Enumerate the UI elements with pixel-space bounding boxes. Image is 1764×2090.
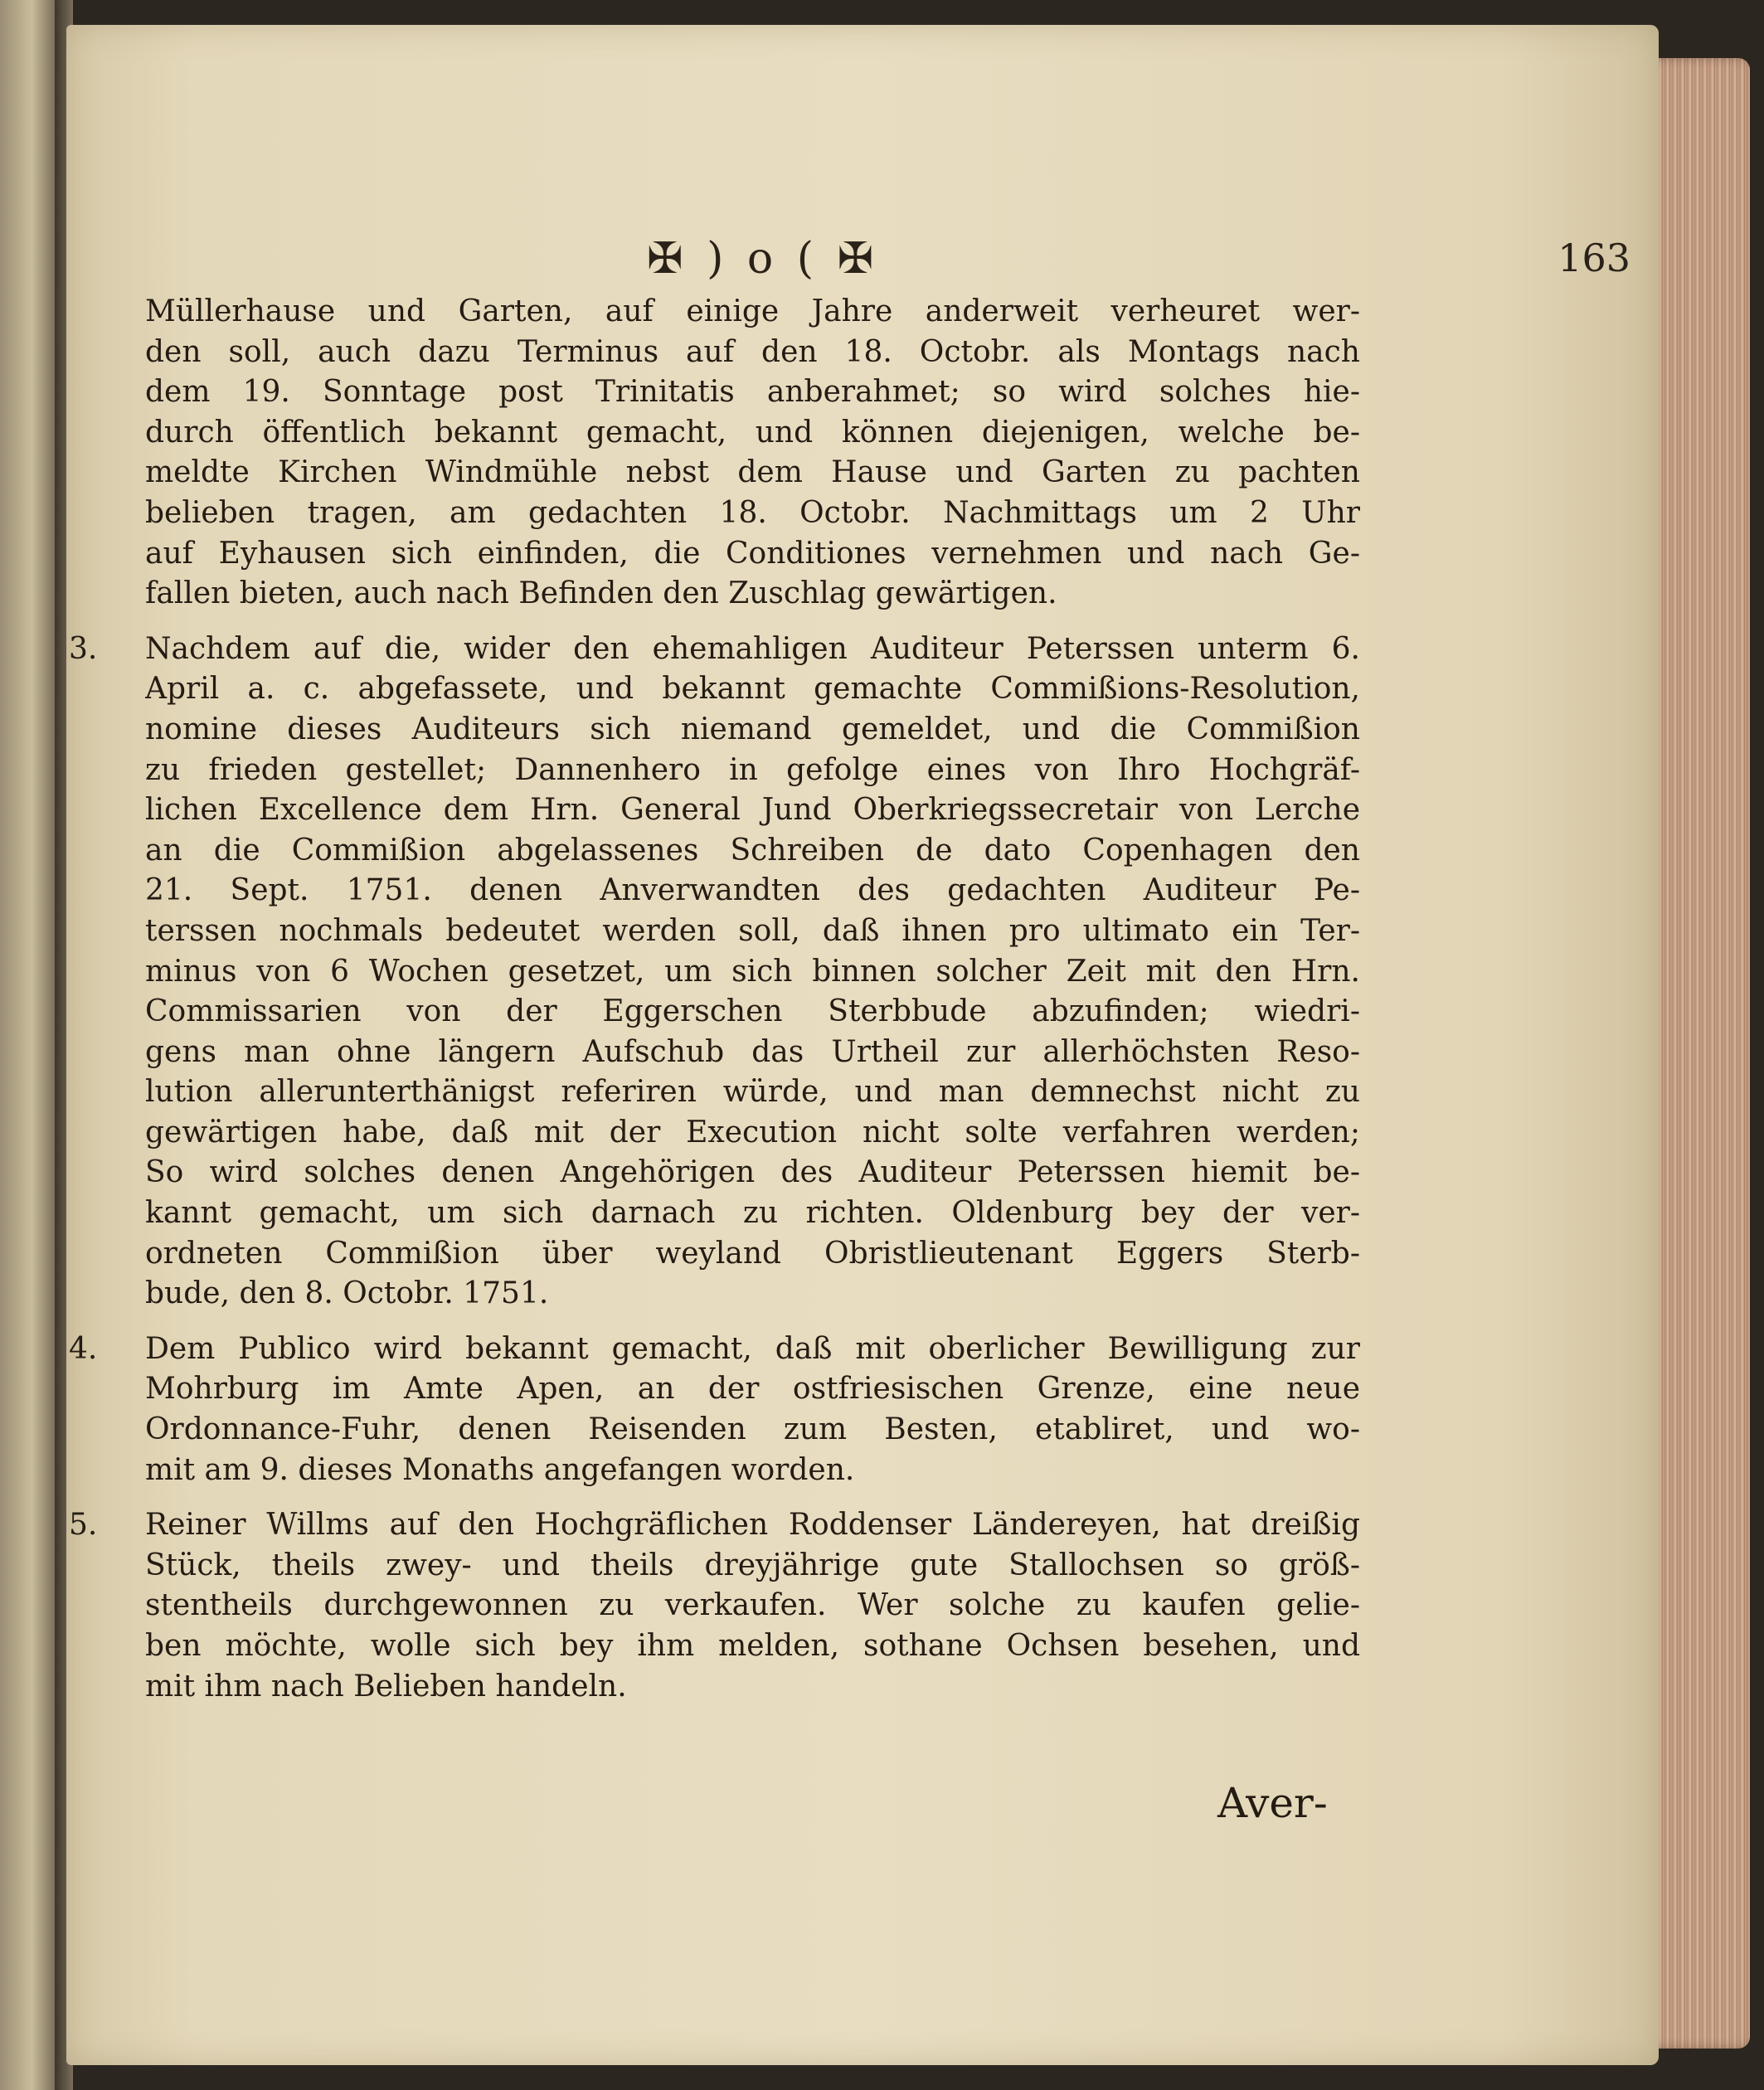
catchword: Aver-	[1217, 1779, 1328, 1827]
text-line: belieben tragen, am gedachten 18. Octobr. Nachmittags um 2 Uhr	[145, 495, 1360, 530]
page-number: 163	[1557, 236, 1630, 280]
paragraph	[69, 629, 1360, 1315]
text-line: Commissarien von der Eggerschen Sterbbude abzufinden; wiedri-	[145, 994, 1360, 1029]
text-line: mit ihm nach Belieben handeln.	[145, 1669, 627, 1704]
text-line: durch öffentlich bekannt gemacht, und können diejenigen, welche be-	[145, 415, 1360, 450]
text-line: ben möchte, wolle sich bey ihm melden, sothane Ochsen besehen, und	[145, 1629, 1360, 1663]
text-line: auf Eyhausen sich einfinden, die Conditiones vernehmen und nach Ge-	[145, 536, 1360, 571]
paragraph	[145, 292, 1360, 615]
paragraph-number: 4.	[69, 1331, 98, 1366]
text-line: Reiner Willms auf den Hochgräflichen Roddenser Ländereyen, hat dreißig	[145, 1508, 1360, 1543]
text-line: So wird solches denen Angehörigen des Auditeur Peterssen hiemit be-	[145, 1155, 1360, 1190]
text-line: dem 19. Sonntage post Trinitatis anberahmet; so wird solches hie-	[145, 375, 1360, 410]
text-line: kannt gemacht, um sich darnach zu richten. Oldenburg bey der ver-	[145, 1196, 1360, 1231]
text-line: Müllerhause und Garten, auf einige Jahre anderweit verheuret wer-	[145, 294, 1360, 328]
text-line: April a. c. abgefassete, und bekannt gemachte Commißions-Resolution,	[145, 672, 1360, 707]
text-line: Ordonnance-Fuhr, denen Reisenden zum Besten, etabliret, und wo-	[145, 1412, 1360, 1447]
text-line: nomine dieses Auditeurs sich niemand gemeldet, und die Commißion	[145, 712, 1360, 746]
header-ornament: ✠ ) o ( ✠	[647, 234, 879, 284]
text-line: Dem Publico wird bekannt gemacht, daß mit oberlicher Bewilligung zur	[145, 1331, 1360, 1366]
paragraph	[69, 1505, 1360, 1707]
text-line: zu frieden gestellet; Dannenhero in gefolge eines von Ihro Hochgräf-	[145, 752, 1360, 787]
text-line: an die Commißion abgelassenes Schreiben de dato Copenhagen den	[145, 833, 1360, 868]
text-line: lution allerunterthänigst referiren würde, und man demnechst nicht zu	[145, 1075, 1360, 1110]
paragraph-gap	[145, 1315, 1360, 1329]
text-line: terssen nochmals bedeutet werden soll, daß ihnen pro ultimato ein Ter-	[145, 913, 1360, 948]
text-line: mit am 9. dieses Monaths angefangen worden.	[145, 1452, 855, 1487]
text-line: lichen Excellence dem Hrn. General Jund Oberkriegssecretair von Lerche	[145, 793, 1360, 828]
text-line: gewärtigen habe, daß mit der Execution nicht solte verfahren werden;	[145, 1115, 1360, 1150]
paragraph-number: 3.	[69, 631, 98, 666]
page-text	[69, 292, 1360, 1707]
text-line: Stück, theils zwey- und theils dreyjährige gute Stallochsen so größ-	[145, 1548, 1360, 1582]
text-line: ordneten Commißion über weyland Obristlieutenant Eggers Sterb-	[145, 1236, 1360, 1271]
text-line: stentheils durchgewonnen zu verkaufen. Wer solche zu kaufen gelie-	[145, 1588, 1360, 1623]
text-line: Nachdem auf die, wider den ehemahligen Auditeur Peterssen unterm 6.	[145, 631, 1360, 666]
text-line: den soll, auch dazu Terminus auf den 18. Octobr. als Montags nach	[145, 334, 1360, 369]
text-line: bude, den 8. Octobr. 1751.	[145, 1276, 549, 1311]
text-line: minus von 6 Wochen gesetzet, um sich binnen solcher Zeit mit den Hrn.	[145, 954, 1360, 989]
paragraph	[69, 1329, 1360, 1490]
page-header	[647, 234, 1667, 284]
paragraph-gap	[145, 1490, 1360, 1505]
text-line: Mohrburg im Amte Apen, an der ostfriesischen Grenze, eine neue	[145, 1372, 1360, 1407]
text-line: gens man ohne längern Aufschub das Urtheil zur allerhöchsten Reso-	[145, 1034, 1360, 1069]
text-line: 21. Sept. 1751. denen Anverwandten des gedachten Auditeur Pe-	[145, 873, 1360, 908]
text-line: fallen bieten, auch nach Befinden den Zuschlag gewärtigen.	[145, 576, 1057, 611]
paragraph-gap	[145, 615, 1360, 629]
left-page-edge	[0, 0, 58, 2090]
text-line: meldte Kirchen Windmühle nebst dem Hause und Garten zu pachten	[145, 455, 1360, 490]
paragraph-number: 5.	[69, 1508, 98, 1543]
